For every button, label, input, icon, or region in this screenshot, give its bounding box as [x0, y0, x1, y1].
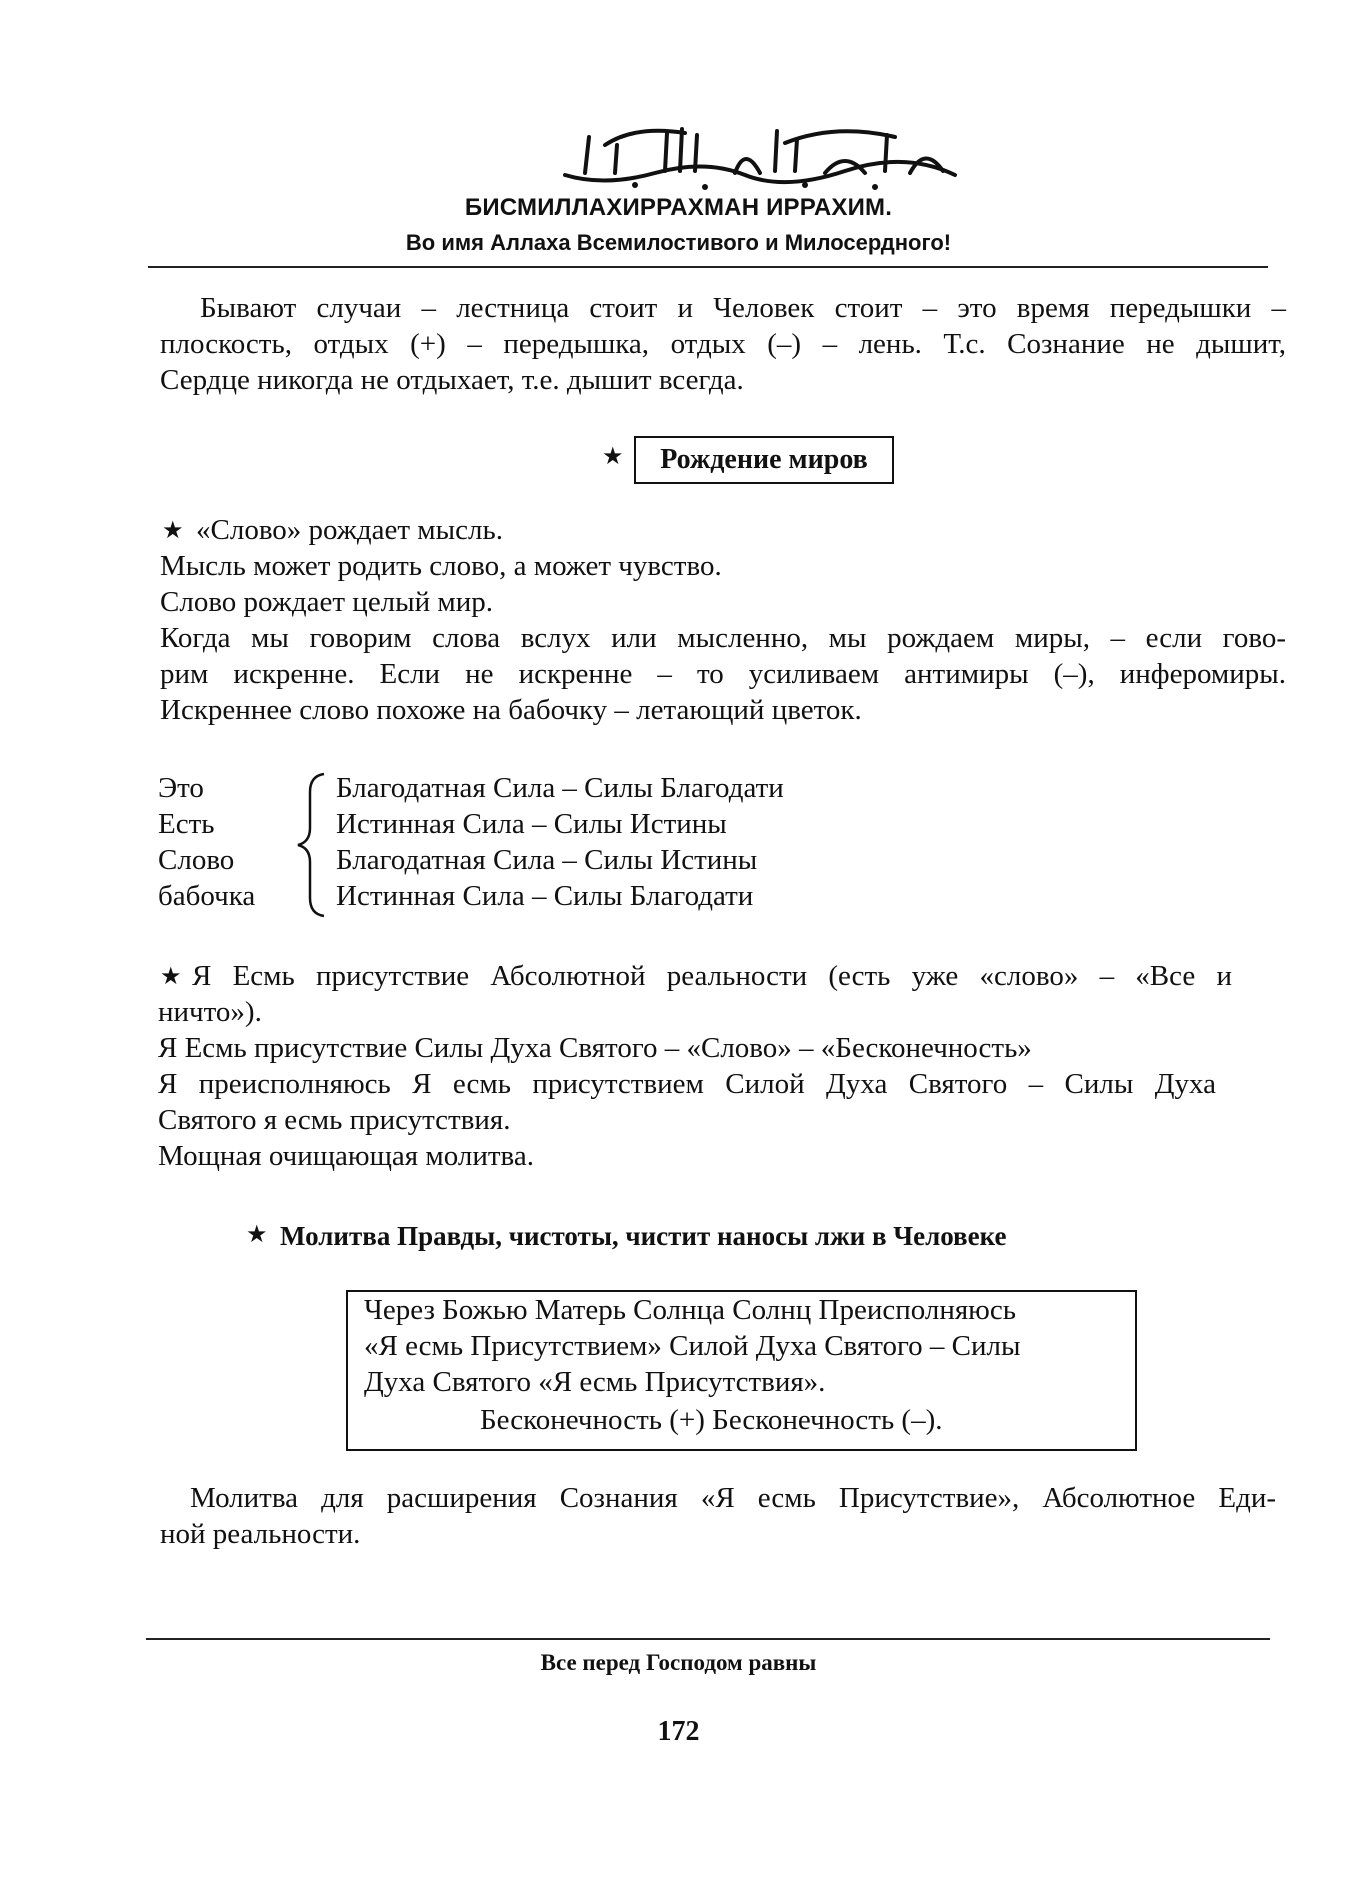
- presence-line-6: Мощная очищающая молитва.: [158, 1140, 534, 1172]
- page-header-subtitle: Во имя Аллаха Всемилостивого и Милосердного!: [405, 230, 952, 255]
- presence-line-4: Я преисполняюсь Я есмь присутствием Силой Духа Святого – Силы Духа: [158, 1068, 1216, 1100]
- page-number: 172: [657, 1716, 700, 1747]
- brace-right-3: Благодатная Сила – Силы Истины: [336, 844, 758, 876]
- word-line-5: рим искренне. Если не искренне – то усиливаем антимиры (–), инферомиры.: [160, 658, 1286, 690]
- word-line-4: Когда мы говорим слова вслух или мысленно, мы рождаем миры, – если гово-: [160, 622, 1286, 654]
- presence-line-5: Святого я есмь присутствия.: [158, 1104, 511, 1136]
- prayer-box-line-4: Бесконечность (+) Бесконечность (–).: [480, 1404, 943, 1436]
- intro-line-1: Бывают случаи – лестница стоит и Человек стоит – это время передышки –: [200, 292, 1286, 324]
- closing-line-2: ной реальности.: [160, 1518, 361, 1550]
- star-icon: ★: [246, 1222, 268, 1248]
- brace-right-4: Истинная Сила – Силы Благодати: [336, 880, 754, 912]
- brace-right-2: Истинная Сила – Силы Истины: [336, 808, 727, 840]
- page-header-title: БИСМИЛЛАХИРРАХМАН ИРРАХИМ.: [464, 194, 893, 221]
- intro-line-3: Сердце никогда не отдыхает, т.е. дышит всегда.: [160, 364, 744, 396]
- prayer-box-line-3: Духа Святого «Я есмь Присутствия».: [364, 1366, 826, 1398]
- prayer-box-line-2: «Я есмь Присутствием» Силой Духа Святого – Силы: [364, 1330, 1021, 1362]
- brace-right-1: Благодатная Сила – Силы Благодати: [336, 772, 784, 804]
- curly-brace-icon: [294, 770, 330, 920]
- star-icon: ★: [162, 518, 184, 544]
- brace-left-3: Слово: [158, 844, 235, 876]
- star-icon: ★: [160, 964, 182, 990]
- star-icon: ★: [602, 444, 624, 470]
- word-line-6: Искреннее слово похоже на бабочку – летающий цветок.: [160, 694, 862, 726]
- prayer-title: Молитва Правды, чистоты, чистит наносы лжи в Человеке: [280, 1221, 1007, 1251]
- word-line-3: Слово рождает целый мир.: [160, 586, 494, 618]
- section-title-birth-of-worlds: Рождение миров: [634, 436, 894, 484]
- brace-left-2: Есть: [158, 808, 215, 840]
- word-line-1: «Слово» рождает мысль.: [196, 514, 503, 546]
- presence-line-1: Я Есмь присутствие Абсолютной реальности (есть уже «слово» – «Все и: [192, 960, 1232, 992]
- header-divider: [148, 266, 1268, 268]
- prayer-box-line-1: Через Божью Матерь Солнца Солнц Преисполняюсь: [364, 1294, 1016, 1326]
- footer-divider: [146, 1638, 1270, 1640]
- intro-line-2: плоскость, отдых (+) – передышка, отдых (–) – лень. Т.с. Сознание не дышит,: [160, 328, 1286, 360]
- footer-motto: Все перед Господом равны: [540, 1650, 817, 1675]
- bismillah-calligraphy: [545, 115, 975, 195]
- word-line-2: Мысль может родить слово, а может чувство.: [160, 550, 722, 582]
- brace-left-4: бабочка: [158, 880, 256, 912]
- presence-line-2: ничто»).: [158, 996, 262, 1028]
- brace-left-1: Это: [158, 772, 204, 804]
- closing-line-1: Молитва для расширения Сознания «Я есмь Присутствие», Абсолютное Еди-: [190, 1482, 1276, 1514]
- presence-line-3: Я Есмь присутствие Силы Духа Святого – «Слово» – «Бесконечность»: [158, 1032, 1032, 1064]
